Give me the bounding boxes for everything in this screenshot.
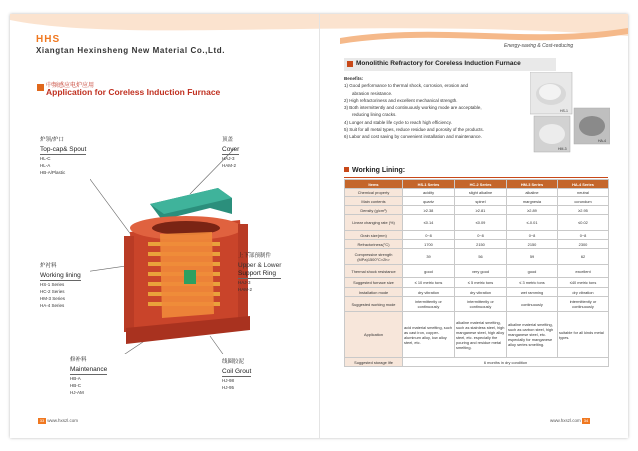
table-cell: 2150: [455, 240, 507, 249]
table-cell: quartz: [403, 197, 455, 206]
table-cell: excellent: [558, 265, 609, 278]
table-cell: 2300: [558, 240, 609, 249]
table-cell: ≤0.02: [558, 215, 609, 231]
row-label-cell: Linear changing rate (%): [345, 215, 403, 231]
row-label-cell: Application: [345, 312, 403, 358]
row-label-cell: Suggested storage life: [345, 358, 403, 367]
right-title-bar: [344, 58, 556, 71]
table-cell: intermittently or continuously: [455, 297, 507, 312]
table-header-cell: Items: [345, 180, 403, 189]
label-cover: 顶盖 Cover HAJ-3 HAM-2: [222, 137, 240, 168]
table-row: [345, 358, 609, 367]
left-title-en: Application for Coreless Induction Furnace: [46, 87, 221, 97]
table-cell: dry vibration: [558, 288, 609, 297]
table-cell: slight alkaline: [455, 189, 507, 197]
table-row: [345, 197, 609, 206]
table-header-cell: HM-3 Series: [507, 180, 558, 189]
table-cell: ≤ 5 metric tons: [455, 278, 507, 288]
title-marker-icon: [347, 61, 353, 67]
title-marker-icon: [37, 84, 44, 91]
working-lining-heading: Working Lining:: [344, 167, 405, 174]
table-cell: ≤0.09: [455, 215, 507, 231]
table-cell: wet ramming: [507, 288, 558, 297]
row-label-cell: Refractoriness(°C): [345, 240, 403, 249]
table-cell: neutral: [558, 189, 609, 197]
table-cell: alkaline material smelting, such as carbon steel, high manganese steel, etc. especially for manganese alloy series smelting.: [507, 312, 558, 358]
table-cell: ≥2.81: [455, 206, 507, 215]
page-number: 34: [583, 418, 589, 423]
label-coil-grout: 线圈胶泥 Coil Grout HJ-98 HJ-95: [222, 359, 252, 390]
company-logo: HHS: [36, 34, 61, 45]
benefit-line: 1) Good performance to thermal shock, corrosion, erosion and: [344, 83, 469, 89]
table-cell: acid material smelting, such as cast iron, copper-aluminum alloy, low alloy steel, etc.: [403, 312, 455, 358]
table-cell: ≤-0.01: [507, 215, 558, 231]
table-cell: intermittently or continuously: [403, 297, 455, 312]
row-label-cell: Grain size(mm): [345, 231, 403, 240]
page-fold: [319, 14, 320, 438]
table-cell: intermittently or continuously: [558, 297, 609, 312]
benefit-line: 6) Labor and cost saving by convenient installation and maintenance.: [344, 134, 482, 140]
table-cell: ≤40 metric tons: [558, 278, 609, 288]
table-row: [345, 240, 609, 249]
row-label-cell: Installation mode: [345, 288, 403, 297]
table-cell: ≥2.38: [403, 206, 455, 215]
label-support-ring: 上下部预制件 Upper & Lower Support Ring HAJ-3 HAM-2: [238, 253, 282, 292]
tagline: Energy-saving & Cost-reducing: [504, 43, 574, 49]
label-maintenance: 修补料 Maintenance HB-A HB-C HJ-AM: [70, 357, 108, 395]
table-row: [345, 231, 609, 240]
table-cell: alkaline material smelting, such as stainless steel, high manganese steel, high alloy steel, etc. especially the pouring and residue metal smelting.: [455, 312, 507, 358]
furnace-illustration: [90, 124, 290, 354]
properties-table: [344, 179, 609, 367]
table-row: [345, 265, 609, 278]
table-cell: 2150: [507, 240, 558, 249]
table-cell: 1700: [403, 240, 455, 249]
table-cell: ≥2.95: [558, 206, 609, 215]
table-header-cell: HS-1 Series: [403, 180, 455, 189]
table-cell: 0~8: [403, 231, 455, 240]
table-row: [345, 278, 609, 288]
table-row: [345, 189, 609, 197]
table-row: [345, 297, 609, 312]
table-cell: 62: [558, 249, 609, 265]
sample-label: HM-3: [558, 147, 567, 151]
table-header-cell: HA-4 Series: [558, 180, 609, 189]
row-label-cell: Main contents: [345, 197, 403, 206]
label-working-lining: 炉衬料 Working lining HS-1 Series HC-2 Series HM-3 Series HA-4 Series: [40, 263, 81, 308]
row-label-cell: Chemical property: [345, 189, 403, 197]
heading-rule: [344, 177, 608, 178]
table-cell: ≤ 3 metric tons: [507, 278, 558, 288]
row-label-cell: Suggested furnace size: [345, 278, 403, 288]
benefit-line: 3) Both intermittently and continuously working mode are acceptable,: [344, 105, 482, 111]
right-title: Monolithic Refractory for Coreless Induction Furnace: [356, 60, 521, 67]
table-cell: suitable for all kinds metal types.: [558, 312, 609, 358]
footer-url: www.hxszl.com: [47, 418, 79, 424]
row-label-cell: Compressive strength (MPa)1500°C×2h>: [345, 249, 403, 265]
table-cell: ≥2.89: [507, 206, 558, 215]
table-cell: margnesia: [507, 197, 558, 206]
table-cell: alkaline: [507, 189, 558, 197]
table-cell: ≤ 10 metric tons: [403, 278, 455, 288]
table-cell: 0~8: [455, 231, 507, 240]
table-cell: 0~8: [507, 231, 558, 240]
table-cell: acidity: [403, 189, 455, 197]
benefits-title: Benefits:: [344, 76, 364, 81]
benefit-line: abrasion resistance.: [352, 90, 393, 96]
benefit-line: 5) Suit for all metal types, reduce residue and porosity of the products.: [344, 127, 484, 133]
benefit-line: 2) High refractoriness and excellent mechanical strength.: [344, 97, 458, 103]
footer-url: www.hxszl.com: [550, 418, 581, 424]
footer-right: [550, 418, 590, 424]
table-cell: good: [403, 265, 455, 278]
table-row: [345, 206, 609, 215]
table-row: [345, 288, 609, 297]
page-number: 33: [39, 418, 45, 423]
table-row: [345, 249, 609, 265]
benefit-line: reducing lining cracks.: [352, 112, 397, 118]
table-cell: 39: [403, 249, 455, 265]
table-cell: 56: [455, 249, 507, 265]
left-title-cn: 中频感应电炉应用: [46, 82, 95, 89]
table-header-row: [345, 180, 609, 189]
sample-label: HA-4: [598, 139, 606, 143]
table-cell: continuously: [507, 297, 558, 312]
table-cell: 59: [507, 249, 558, 265]
table-row: [345, 312, 609, 358]
row-label-cell: Suggested working mode: [345, 297, 403, 312]
benefits-list: [344, 75, 530, 141]
company-name: Xiangtan Hexinsheng New Material Co.,Ltd.: [36, 46, 226, 55]
table-row: [345, 215, 609, 231]
row-label-cell: Density (g/cm³): [345, 206, 403, 215]
table-cell: spinel: [455, 197, 507, 206]
table-cell: ≤0.14: [403, 215, 455, 231]
table-cell: dry vibration: [455, 288, 507, 297]
footer-left: [38, 418, 78, 424]
material-samples-photo: [530, 72, 610, 156]
row-label-cell: Thermal shock resistance: [345, 265, 403, 278]
table-cell: good: [507, 265, 558, 278]
brochure-spread: [10, 14, 628, 438]
label-top-cap: 炉领/炉口 Top-cap& Spout HL-C HL-A HB-A/Plastic: [40, 137, 87, 175]
table-cell: corundum: [558, 197, 609, 206]
table-cell: dry vibration: [403, 288, 455, 297]
table-header-cell: HC-2 Series: [455, 180, 507, 189]
table-cell: 0~8: [558, 231, 609, 240]
table-cell: very good: [455, 265, 507, 278]
table-cell: 6 months in dry condition: [403, 358, 609, 367]
title-marker-icon: [344, 167, 349, 172]
benefit-line: 4) Longer and stable life cycle to reach high efficiency.: [344, 119, 452, 125]
sample-label: HS-1: [560, 109, 568, 113]
